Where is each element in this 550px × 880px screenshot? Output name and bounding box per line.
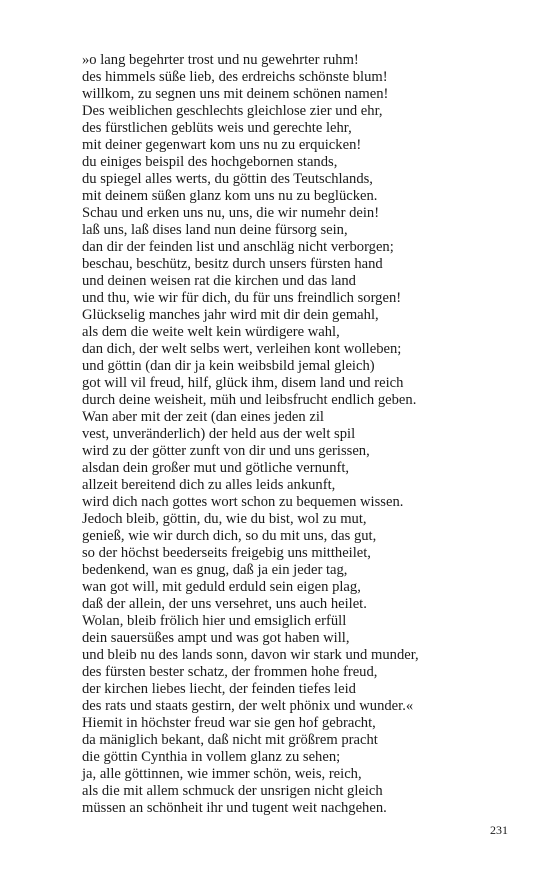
- poem-line: müssen an schönheit ihr und tugent weit nachgehen.: [82, 800, 387, 816]
- poem-line: des himmels süße lieb, des erdreichs schönste blum!: [82, 69, 388, 85]
- poem-line: allzeit bereitend dich zu alles leids ankunft,: [82, 477, 336, 493]
- poem-line: des rats und staats gestirn, der welt phönix und wunder.«: [82, 698, 414, 714]
- poem-line: dan dir der feinden list und anschläg nicht verborgen;: [82, 239, 394, 255]
- poem-line: »o lang begehrter trost und nu gewehrter ruhm!: [82, 52, 359, 68]
- poem-line: die göttin Cynthia in vollem glanz zu sehen;: [82, 749, 341, 765]
- poem-line: dan dich, der welt selbs wert, verleihen kont wolleben;: [82, 341, 402, 357]
- poem-line: du einiges beispil des hochgebornen stands,: [82, 154, 338, 170]
- poem-line: Glückselig manches jahr wird mit dir dein gemahl,: [82, 307, 379, 323]
- poem-line: got will vil freud, hilf, glück ihm, disem land und reich: [82, 375, 404, 391]
- poem-line: wird dich nach gottes wort schon zu bequemen wissen.: [82, 494, 404, 510]
- poem-line: mit deiner gegenwart kom uns nu zu erquicken!: [82, 137, 362, 153]
- poem-line: ja, alle göttinnen, wie immer schön, weis, reich,: [82, 766, 362, 782]
- poem-line: mit deinem süßen glanz kom uns nu zu beglücken.: [82, 188, 378, 204]
- poem-line: dein sauersüßes ampt und was got haben will,: [82, 630, 350, 646]
- poem-line: der kirchen liebes liecht, der feinden tiefes leid: [82, 681, 356, 697]
- poem-line: als dem die weite welt kein würdigere wahl,: [82, 324, 340, 340]
- page-number: 231: [490, 823, 508, 837]
- poem-line: Schau und erken uns nu, uns, die wir numehr dein!: [82, 205, 380, 221]
- poem-line: und bleib nu des lands sonn, davon wir stark und munder,: [82, 647, 419, 663]
- poem-line: Jedoch bleib, göttin, du, wie du bist, wol zu mut,: [82, 511, 367, 527]
- poem-line: genieß, wie wir durch dich, so du mit uns, das gut,: [82, 528, 377, 544]
- poem-line: Wan aber mit der zeit (dan eines jeden zil: [82, 409, 324, 425]
- poem-line: wan got will, mit geduld erduld sein eigen plag,: [82, 579, 361, 595]
- poem-line: Des weiblichen geschlechts gleichlose zier und ehr,: [82, 103, 383, 119]
- poem-line: du spiegel alles werts, du göttin des Teutschlands,: [82, 171, 373, 187]
- poem-line: alsdan dein großer mut und götliche vernunft,: [82, 460, 350, 476]
- poem-line: als die mit allem schmuck der unsrigen nicht gleich: [82, 783, 383, 799]
- poem-line: und thu, wie wir für dich, du für uns freindlich sorgen!: [82, 290, 402, 306]
- poem-line: wird zu der götter zunft von dir und uns gerissen,: [82, 443, 370, 459]
- poem-line: daß der allein, der uns versehret, uns auch heilet.: [82, 596, 367, 612]
- poem-text: [82, 52, 522, 817]
- poem-line: vest, unveränderlich) der held aus der welt spil: [82, 426, 356, 442]
- poem-line: bedenkend, wan es gnug, daß ja ein jeder tag,: [82, 562, 348, 578]
- poem-line: des fürsten bester schatz, der frommen hohe freud,: [82, 664, 378, 680]
- poem-line: Hiemit in höchster freud war sie gen hof gebracht,: [82, 715, 376, 731]
- poem-line: durch deine weisheit, müh und leibsfrucht endlich geben.: [82, 392, 417, 408]
- poem-line: laß uns, laß dises land nun deine fürsorg sein,: [82, 222, 348, 238]
- poem-line: so der höchst beederseits freigebig uns mittheilet,: [82, 545, 371, 561]
- poem-line: beschau, beschütz, besitz durch unsers fürsten hand: [82, 256, 383, 272]
- poem-line: willkom, zu segnen uns mit deinem schönen namen!: [82, 86, 389, 102]
- poem-line: da mäniglich bekant, daß nicht mit größrem pracht: [82, 732, 378, 748]
- poem-line: und deinen weisen rat die kirchen und das land: [82, 273, 356, 289]
- poem-line: Wolan, bleib frölich hier und emsiglich erfüll: [82, 613, 347, 629]
- poem-line: und göttin (dan dir ja kein weibsbild jemal gleich): [82, 358, 375, 374]
- poem-line: des fürstlichen geblüts weis und gerechte lehr,: [82, 120, 352, 136]
